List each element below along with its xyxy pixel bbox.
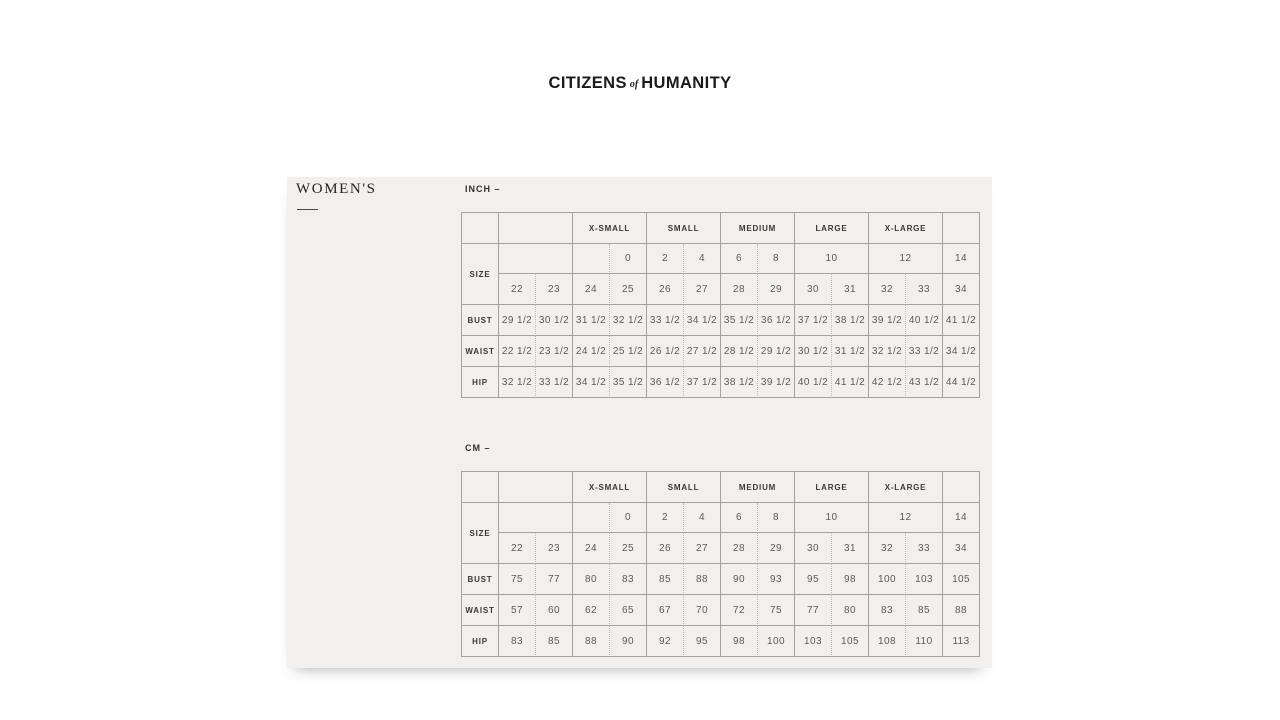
measurement-cell: 90	[610, 626, 647, 657]
measurement-cell: 105	[832, 626, 869, 657]
bust-row-label: BUST	[462, 564, 499, 595]
measurement-cell: 83	[499, 626, 536, 657]
group-header-empty	[943, 472, 980, 503]
numeric-size-cell: 25	[610, 533, 647, 564]
group-header-large: LARGE	[795, 213, 869, 244]
measurement-cell: 25 1/2	[610, 336, 647, 367]
measurement-cell: 72	[721, 595, 758, 626]
measurement-cell: 34 1/2	[573, 367, 610, 398]
group-header-x-large: X-LARGE	[869, 213, 943, 244]
group-header-empty	[943, 213, 980, 244]
measurement-cell: 103	[906, 564, 943, 595]
measurement-cell: 29 1/2	[499, 305, 536, 336]
group-header-large: LARGE	[795, 472, 869, 503]
us-size-cell: 6	[721, 244, 758, 274]
measurement-cell: 77	[536, 564, 573, 595]
numeric-size-cell: 32	[869, 533, 906, 564]
measurement-cell: 75	[758, 595, 795, 626]
us-size-cell	[499, 503, 573, 533]
measurement-cell: 77	[795, 595, 832, 626]
measurement-cell: 32 1/2	[869, 336, 906, 367]
bust-row-label: BUST	[462, 305, 499, 336]
corner-cell	[462, 213, 499, 244]
us-size-cell: 4	[684, 503, 721, 533]
measurement-cell: 43 1/2	[906, 367, 943, 398]
numeric-size-cell: 32	[869, 274, 906, 305]
measurement-cell: 85	[906, 595, 943, 626]
numeric-size-cell: 27	[684, 533, 721, 564]
measurement-cell: 32 1/2	[499, 367, 536, 398]
measurement-cell: 33 1/2	[536, 367, 573, 398]
group-header-medium: MEDIUM	[721, 213, 795, 244]
measurement-cell: 88	[684, 564, 721, 595]
group-header-small: SMALL	[647, 213, 721, 244]
measurement-cell: 93	[758, 564, 795, 595]
measurement-cell: 98	[721, 626, 758, 657]
numeric-size-cell: 22	[499, 533, 536, 564]
measurement-cell: 83	[869, 595, 906, 626]
us-size-cell: 2	[647, 503, 684, 533]
measurement-cell: 57	[499, 595, 536, 626]
numeric-size-cell: 24	[573, 533, 610, 564]
measurement-cell: 108	[869, 626, 906, 657]
us-size-cell: 2	[647, 244, 684, 274]
measurement-cell: 34 1/2	[684, 305, 721, 336]
us-size-cell: 12	[869, 503, 943, 533]
hip-row-label: HIP	[462, 367, 499, 398]
numeric-size-cell: 26	[647, 533, 684, 564]
cm-unit-label: CM –	[465, 443, 491, 453]
waist-row-label: WAIST	[462, 595, 499, 626]
numeric-size-cell: 30	[795, 274, 832, 305]
us-size-cell: 12	[869, 244, 943, 274]
measurement-cell: 38 1/2	[832, 305, 869, 336]
measurement-cell: 62	[573, 595, 610, 626]
measurement-cell: 88	[573, 626, 610, 657]
measurement-cell: 37 1/2	[795, 305, 832, 336]
group-header-x-small: X-SMALL	[573, 472, 647, 503]
measurement-cell: 31 1/2	[832, 336, 869, 367]
measurement-cell: 95	[795, 564, 832, 595]
logo-of-text: of	[629, 79, 639, 90]
measurement-cell: 83	[610, 564, 647, 595]
us-size-cell	[573, 244, 610, 274]
measurement-cell: 29 1/2	[758, 336, 795, 367]
hip-row-label: HIP	[462, 626, 499, 657]
measurement-cell: 105	[943, 564, 980, 595]
measurement-cell: 100	[869, 564, 906, 595]
us-size-cell: 10	[795, 503, 869, 533]
size-row-label: SIZE	[462, 503, 499, 564]
numeric-size-cell: 23	[536, 274, 573, 305]
logo-citizens-text: CITIZENS	[548, 74, 627, 92]
us-size-cell: 8	[758, 244, 795, 274]
numeric-size-cell: 33	[906, 274, 943, 305]
measurement-cell: 60	[536, 595, 573, 626]
inch-table-container	[461, 212, 980, 398]
measurement-cell: 110	[906, 626, 943, 657]
measurement-cell: 24 1/2	[573, 336, 610, 367]
measurement-cell: 30 1/2	[795, 336, 832, 367]
us-size-cell: 0	[610, 503, 647, 533]
measurement-cell: 31 1/2	[573, 305, 610, 336]
measurement-cell: 85	[647, 564, 684, 595]
inch-unit-label: INCH –	[465, 184, 501, 194]
measurement-cell: 37 1/2	[684, 367, 721, 398]
measurement-cell: 80	[573, 564, 610, 595]
measurement-cell: 35 1/2	[610, 367, 647, 398]
waist-row-label: WAIST	[462, 336, 499, 367]
numeric-size-cell: 28	[721, 533, 758, 564]
numeric-size-cell: 34	[943, 533, 980, 564]
group-header-empty	[499, 472, 573, 503]
measurement-cell: 23 1/2	[536, 336, 573, 367]
measurement-cell: 36 1/2	[647, 367, 684, 398]
cm-size-table	[461, 471, 980, 657]
measurement-cell: 95	[684, 626, 721, 657]
group-header-empty	[499, 213, 573, 244]
measurement-cell: 33 1/2	[906, 336, 943, 367]
us-size-cell: 0	[610, 244, 647, 274]
measurement-cell: 27 1/2	[684, 336, 721, 367]
inch-size-table	[461, 212, 980, 398]
us-size-cell	[499, 244, 573, 274]
us-size-cell: 14	[943, 503, 980, 533]
measurement-cell: 85	[536, 626, 573, 657]
measurement-cell: 65	[610, 595, 647, 626]
measurement-cell: 22 1/2	[499, 336, 536, 367]
group-header-small: SMALL	[647, 472, 721, 503]
measurement-cell: 103	[795, 626, 832, 657]
measurement-cell: 30 1/2	[536, 305, 573, 336]
numeric-size-cell: 23	[536, 533, 573, 564]
group-header-medium: MEDIUM	[721, 472, 795, 503]
measurement-cell: 33 1/2	[647, 305, 684, 336]
numeric-size-cell: 29	[758, 533, 795, 564]
measurement-cell: 39 1/2	[758, 367, 795, 398]
measurement-cell: 80	[832, 595, 869, 626]
numeric-size-cell: 31	[832, 274, 869, 305]
measurement-cell: 38 1/2	[721, 367, 758, 398]
womens-section-tab[interactable]: WOMEN'S	[296, 181, 377, 197]
measurement-cell: 113	[943, 626, 980, 657]
numeric-size-cell: 34	[943, 274, 980, 305]
us-size-cell: 14	[943, 244, 980, 274]
numeric-size-cell: 25	[610, 274, 647, 305]
logo-humanity-text: HUMANITY	[641, 74, 732, 92]
measurement-cell: 35 1/2	[721, 305, 758, 336]
us-size-cell	[573, 503, 610, 533]
measurement-cell: 44 1/2	[943, 367, 980, 398]
measurement-cell: 41 1/2	[832, 367, 869, 398]
numeric-size-cell: 22	[499, 274, 536, 305]
numeric-size-cell: 33	[906, 533, 943, 564]
measurement-cell: 28 1/2	[721, 336, 758, 367]
numeric-size-cell: 31	[832, 533, 869, 564]
measurement-cell: 70	[684, 595, 721, 626]
measurement-cell: 88	[943, 595, 980, 626]
us-size-cell: 6	[721, 503, 758, 533]
measurement-cell: 90	[721, 564, 758, 595]
womens-underline	[297, 209, 318, 210]
measurement-cell: 39 1/2	[869, 305, 906, 336]
size-row-label: SIZE	[462, 244, 499, 305]
measurement-cell: 40 1/2	[906, 305, 943, 336]
numeric-size-cell: 26	[647, 274, 684, 305]
measurement-cell: 41 1/2	[943, 305, 980, 336]
measurement-cell: 100	[758, 626, 795, 657]
corner-cell	[462, 472, 499, 503]
group-header-x-large: X-LARGE	[869, 472, 943, 503]
brand-logo	[0, 74, 1280, 93]
measurement-cell: 26 1/2	[647, 336, 684, 367]
measurement-cell: 42 1/2	[869, 367, 906, 398]
measurement-cell: 34 1/2	[943, 336, 980, 367]
numeric-size-cell: 27	[684, 274, 721, 305]
numeric-size-cell: 30	[795, 533, 832, 564]
measurement-cell: 36 1/2	[758, 305, 795, 336]
measurement-cell: 40 1/2	[795, 367, 832, 398]
numeric-size-cell: 24	[573, 274, 610, 305]
measurement-cell: 67	[647, 595, 684, 626]
us-size-cell: 10	[795, 244, 869, 274]
measurement-cell: 75	[499, 564, 536, 595]
cm-table-container	[461, 471, 980, 657]
measurement-cell: 92	[647, 626, 684, 657]
measurement-cell: 32 1/2	[610, 305, 647, 336]
size-guide-panel	[287, 177, 992, 668]
group-header-x-small: X-SMALL	[573, 213, 647, 244]
numeric-size-cell: 28	[721, 274, 758, 305]
numeric-size-cell: 29	[758, 274, 795, 305]
measurement-cell: 98	[832, 564, 869, 595]
us-size-cell: 4	[684, 244, 721, 274]
us-size-cell: 8	[758, 503, 795, 533]
